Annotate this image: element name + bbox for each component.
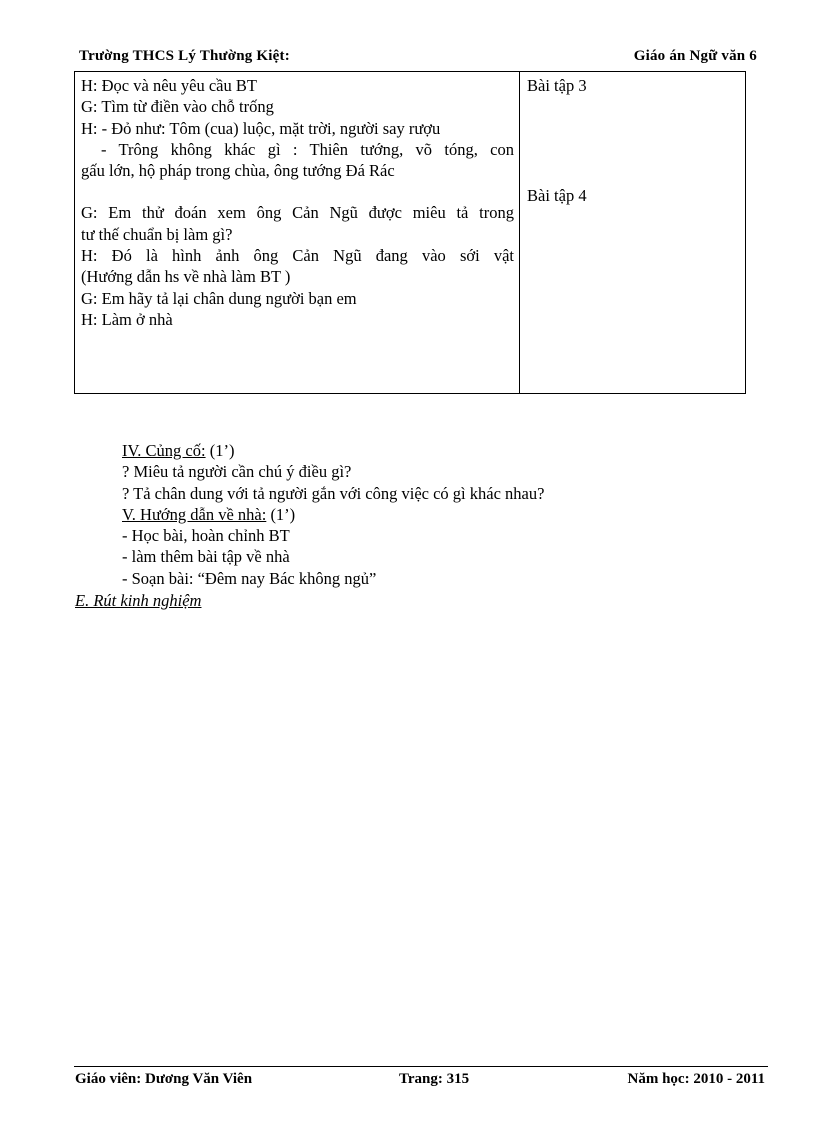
homework-task-3: - Soạn bài: “Đêm nay Bác không ngủ” — [122, 568, 377, 588]
experience-heading: E. Rút kinh nghiệm — [75, 591, 202, 610]
table-line: H: Làm ở nhà — [81, 309, 173, 329]
section-4-time: (1’) — [205, 441, 235, 460]
exercise-label: Bài tập 4 — [527, 186, 587, 205]
lesson-summary — [122, 440, 722, 589]
homework-task-2: - làm thêm bài tập về nhà — [122, 547, 290, 567]
table-line: G: Em hãy tả lại chân dung người bạn em — [81, 288, 357, 308]
subject-title: Giáo án Ngữ văn 6 — [633, 48, 757, 64]
table-line: G: Tìm từ điền vào chỗ trống — [81, 97, 274, 117]
question-1: ? Miêu tả người cần chú ý điều gì? — [122, 462, 352, 482]
exercise-label: Bài tập 3 — [527, 76, 587, 95]
table-line: tư thế chuẩn bị làm gì? — [81, 224, 233, 244]
lesson-table — [74, 71, 746, 394]
page-number: Trang: 315 — [399, 1071, 470, 1087]
table-line: H: Đọc và nêu yêu cầu BT — [81, 76, 257, 95]
section-4-heading — [122, 440, 722, 461]
footer-rule — [74, 1066, 768, 1067]
section-4-title: IV. Củng cố: — [122, 441, 206, 460]
table-line: G: Em thử đoán xem ông Cản Ngũ được miêu tả trong — [81, 203, 514, 223]
school-year: Năm học: 2010 - 2011 — [627, 1071, 765, 1087]
blank-gap — [81, 181, 514, 202]
school-name: Trường THCS Lý Thường Kiệt: — [79, 48, 290, 64]
table-line: (Hướng dẫn hs về nhà làm BT ) — [81, 267, 291, 287]
table-line: - Trông không khác gì : Thiên tướng, võ tóng, con — [101, 139, 514, 159]
homework-task-1: - Học bài, hoàn chỉnh BT — [122, 526, 290, 546]
table-divider — [519, 72, 520, 393]
table-line: H: Đó là hình ảnh ông Cản Ngũ đang vào sới vật — [81, 246, 514, 266]
teacher-name: Giáo viên: Dương Văn Viên — [75, 1071, 253, 1087]
page-footer — [75, 1071, 765, 1091]
table-line: gấu lớn, hộ pháp trong chùa, ông tướng Đá Rác — [81, 161, 395, 181]
section-5-heading — [122, 504, 722, 525]
table-line: H: - Đỏ như: Tôm (cua) luộc, mặt trời, người say rượu — [81, 118, 441, 138]
exercise-cell — [527, 75, 737, 205]
activity-cell — [81, 75, 514, 330]
question-2: ? Tả chân dung với tả người gắn với công việc có gì khác nhau? — [122, 483, 545, 503]
page-header — [75, 48, 757, 68]
section-5-time: (1’) — [266, 504, 296, 524]
section-5-title: V. Hướng dẫn về nhà: — [122, 504, 267, 524]
